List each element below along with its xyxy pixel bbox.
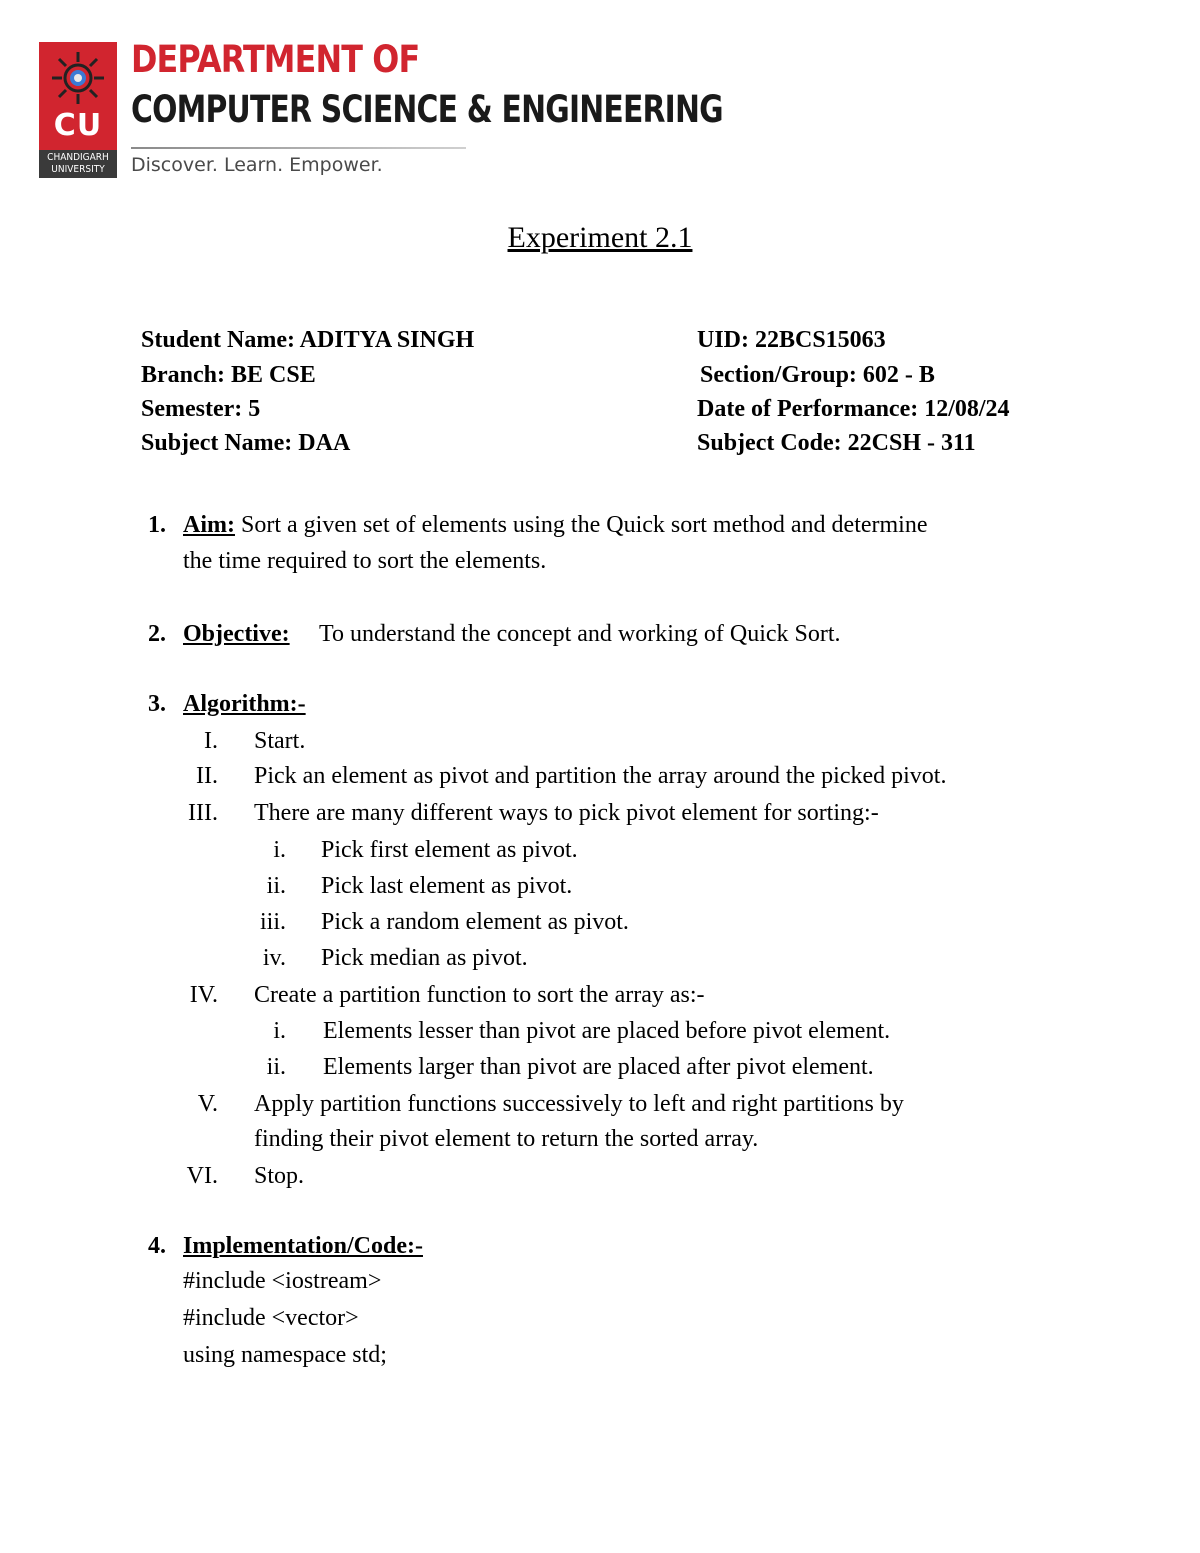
aim-label: Aim: [183, 512, 235, 538]
code-line: using namespace std; [183, 1342, 387, 1368]
substep-num: ii. [266, 1054, 286, 1080]
step-text: Pick an element as pivot and partition the array around the picked pivot. [254, 763, 947, 789]
substep-num: i. [273, 837, 286, 863]
substep-text: Pick last element as pivot. [321, 873, 573, 899]
step-num: I. [204, 728, 218, 754]
aim-line2: the time required to sort the elements. [183, 548, 547, 574]
objective-number: 2. [148, 621, 166, 647]
logo-text-line1: CHANDIGARH [47, 152, 109, 163]
gear-emblem-icon [48, 48, 108, 108]
substep-num: ii. [266, 873, 286, 899]
step-text: Apply partition functions successively to left and right partitions by [254, 1091, 904, 1117]
page-title: Experiment 2.1 [507, 221, 693, 254]
aim-line1 [183, 510, 928, 540]
aim-text-1: Sort a given set of elements using the Quick sort method and determine [234, 512, 928, 538]
substep-num: i. [273, 1018, 286, 1044]
branch: Branch: BE CSE [141, 362, 316, 388]
step-text: Start. [254, 728, 306, 754]
university-logo [39, 42, 117, 178]
department-heading-line1: DEPARTMENT OF [131, 38, 420, 81]
algorithm-number: 3. [148, 691, 166, 717]
step-text: There are many different ways to pick pivot element for sorting:- [254, 800, 879, 826]
step-text: Create a partition function to sort the array as:- [254, 982, 705, 1008]
code-line: #include <iostream> [183, 1268, 382, 1294]
substep-num: iv. [262, 945, 286, 971]
step-num: III. [188, 800, 218, 826]
substep-num: iii. [259, 909, 286, 935]
semester: Semester: 5 [141, 396, 261, 422]
header-divider [131, 147, 466, 149]
objective-label: Objective: [183, 621, 290, 647]
step-num: IV. [189, 982, 218, 1008]
tagline: Discover. Learn. Empower. [131, 154, 383, 176]
step-num: II. [196, 763, 218, 789]
algorithm-label: Algorithm:- [183, 691, 306, 717]
objective-text: To understand the concept and working of Quick Sort. [319, 621, 841, 647]
logo-cu-mark: CU [53, 108, 103, 143]
date-of-performance: Date of Performance: 12/08/24 [697, 396, 1010, 422]
department-heading-line2: COMPUTER SCIENCE & ENGINEERING [131, 88, 723, 131]
substep-text: Elements lesser than pivot are placed before pivot element. [323, 1018, 891, 1044]
section-group: Section/Group: 602 - B [700, 362, 935, 388]
substep-text: Pick first element as pivot. [321, 837, 578, 863]
step-num: V. [197, 1091, 218, 1117]
step-num: VI. [186, 1163, 218, 1189]
implementation-number: 4. [148, 1233, 166, 1259]
substep-text: Pick a random element as pivot. [321, 909, 629, 935]
logo-university-name [39, 150, 117, 178]
substep-text: Pick median as pivot. [321, 945, 528, 971]
uid: UID: 22BCS15063 [697, 327, 886, 353]
step-text: Stop. [254, 1163, 305, 1189]
logo-text-line2: UNIVERSITY [51, 164, 105, 175]
step-text-continued: finding their pivot element to return the sorted array. [254, 1126, 759, 1152]
implementation-label: Implementation/Code:- [183, 1233, 423, 1259]
student-name: Student Name: ADITYA SINGH [141, 327, 475, 353]
logo-emblem [39, 42, 117, 150]
subject-code: Subject Code: 22CSH - 311 [697, 430, 976, 456]
aim-number: 1. [148, 512, 166, 538]
subject-name: Subject Name: DAA [141, 430, 351, 456]
substep-text: Elements larger than pivot are placed after pivot element. [323, 1054, 874, 1080]
code-line: #include <vector> [183, 1305, 359, 1331]
